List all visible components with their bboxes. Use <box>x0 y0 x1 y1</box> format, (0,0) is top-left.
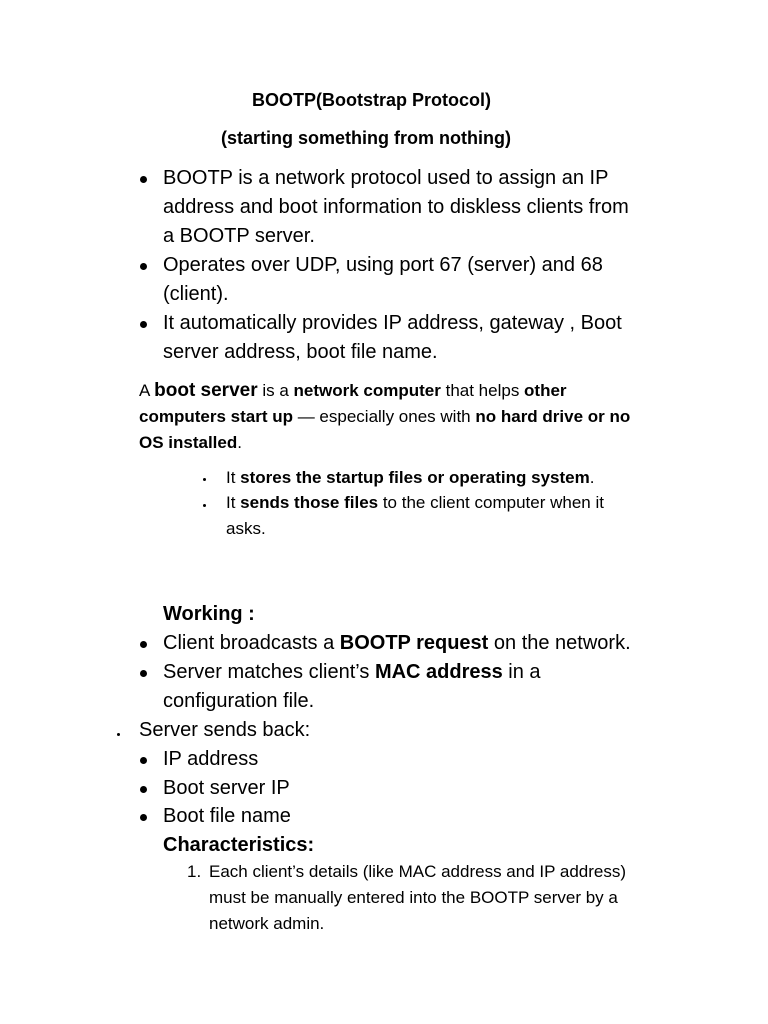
characteristic-item-1-line-2: must be manually entered into the BOOTP server by a <box>209 888 618 907</box>
intro-bullet-1 <box>163 164 629 251</box>
bullet-icon <box>140 263 147 270</box>
intro-bullet-2-line-1: Operates over UDP, using port 67 (server) and 68 <box>163 254 603 276</box>
boot-server-paragraph <box>139 378 630 456</box>
working-bullet-1: Client broadcasts a BOOTP request on the network. <box>163 632 631 654</box>
bullet-icon <box>140 670 147 677</box>
sends-back-label: Server sends back: <box>139 719 311 741</box>
intro-bullet-3-line-1: It automatically provides IP address, gateway , Boot <box>163 312 622 334</box>
working-bullet-2-line-1: Server matches client’s MAC address in a <box>163 661 541 683</box>
boot-server-term: boot server <box>154 380 258 401</box>
intro-bullet-2-line-2: (client). <box>163 283 229 305</box>
intro-bullet-1-line-3: a BOOTP server. <box>163 225 315 247</box>
list-number: 1. <box>187 862 202 881</box>
page-title: BOOTP(Bootstrap Protocol) <box>252 90 491 110</box>
sends-back-item-boot-server-ip: Boot server IP <box>163 777 290 799</box>
characteristic-item-1 <box>209 859 626 937</box>
small-bullet-icon <box>117 733 120 736</box>
boot-server-line-1: A boot server is a network computer that helps other <box>139 380 567 401</box>
sends-back-item-boot-file-name: Boot file name <box>163 805 291 827</box>
page-subtitle: (starting something from nothing) <box>221 128 511 148</box>
small-bullet-icon <box>203 504 206 507</box>
server-bullet-2-line-2: asks. <box>226 519 266 538</box>
bullet-icon <box>140 757 147 764</box>
bullet-icon <box>140 786 147 793</box>
characteristic-item-1-line-3: network admin. <box>209 914 325 933</box>
server-bullet-1: It stores the startup files or operating system. <box>226 468 595 487</box>
boot-server-line-3: OS installed. <box>139 433 242 452</box>
intro-bullet-2 <box>163 251 603 309</box>
intro-bullet-1-line-2: address and boot information to diskless clients from <box>163 196 629 218</box>
intro-bullet-1-line-1: BOOTP is a network protocol used to assign an IP <box>163 167 609 189</box>
server-bullet-2-line-1: It sends those files to the client computer when it <box>226 493 604 512</box>
bullet-icon <box>140 176 147 183</box>
bullet-icon <box>140 814 147 821</box>
working-bullet-2-line-2: configuration file. <box>163 690 315 712</box>
working-heading: Working : <box>163 603 255 625</box>
bullet-icon <box>140 641 147 648</box>
intro-bullet-3-line-2: server address, boot file name. <box>163 341 438 363</box>
small-bullet-icon <box>203 478 206 481</box>
characteristics-heading: Characteristics: <box>163 834 315 856</box>
sends-back-item-ip: IP address <box>163 748 259 770</box>
server-bullet-2 <box>226 490 604 542</box>
bullet-icon <box>140 321 147 328</box>
working-bullet-2 <box>163 658 541 716</box>
characteristic-item-1-line-1: Each client’s details (like MAC address and IP address) <box>209 862 627 881</box>
intro-bullet-3 <box>163 309 622 367</box>
boot-server-line-2: computers start up — especially ones with no hard drive or no <box>139 407 631 426</box>
